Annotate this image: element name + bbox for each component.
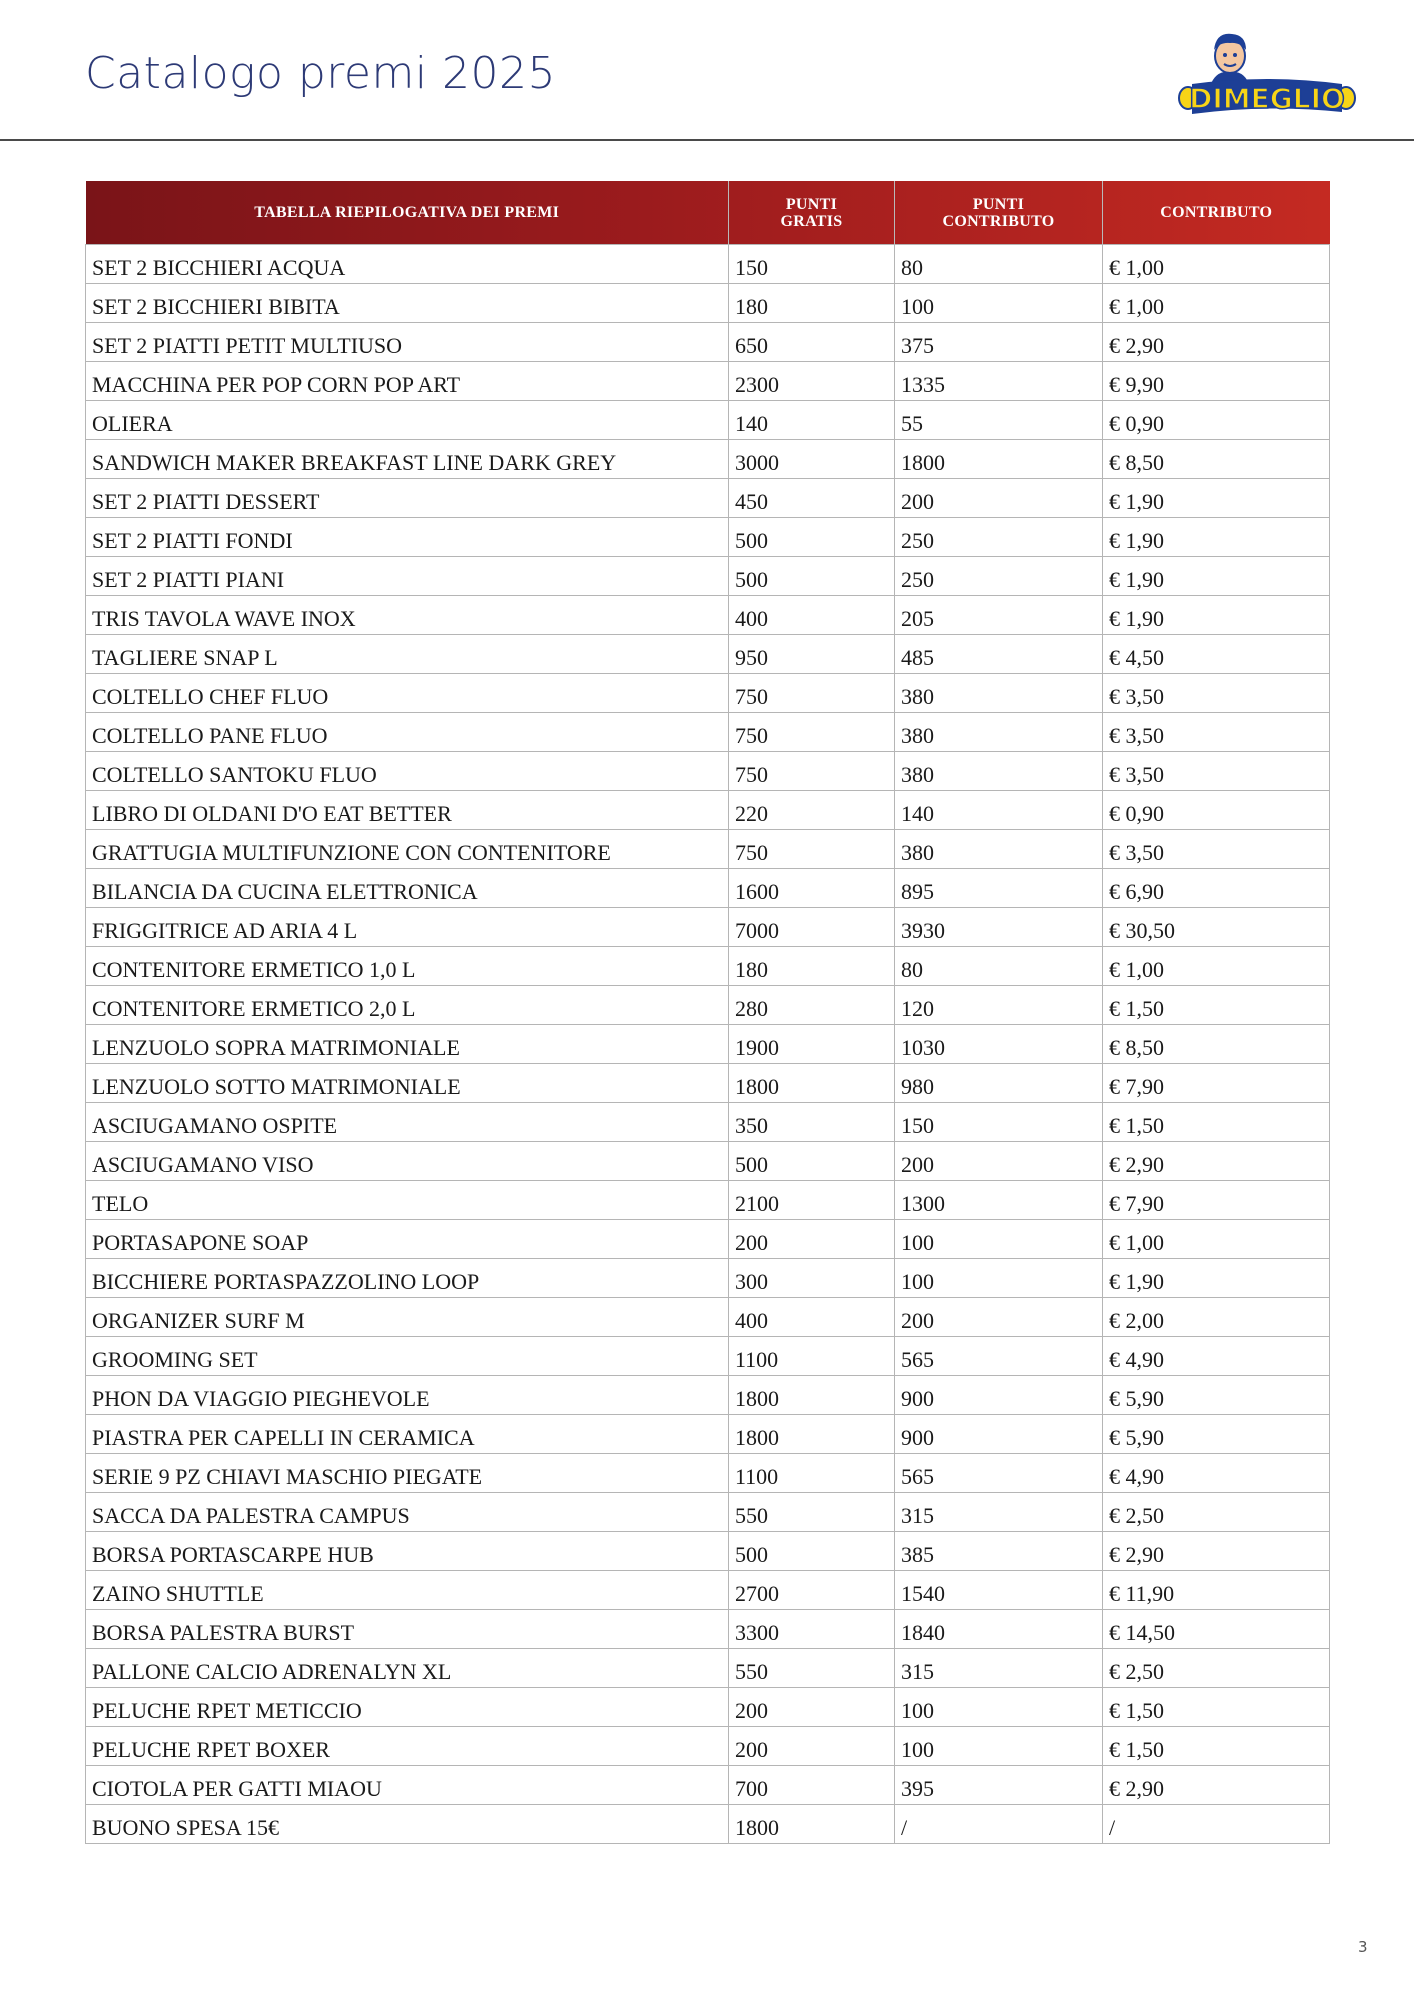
prize-name-cell: COLTELLO PANE FLUO bbox=[86, 713, 729, 752]
table-row bbox=[86, 947, 1330, 986]
free-points-cell: 2300 bbox=[729, 362, 895, 401]
contribution-points-cell: 80 bbox=[895, 245, 1103, 284]
prize-name-cell: TAGLIERE SNAP L bbox=[86, 635, 729, 674]
contribution-points-cell: 200 bbox=[895, 1298, 1103, 1337]
column-header-free-points: PUNTI GRATIS bbox=[729, 181, 895, 245]
free-points-cell: 350 bbox=[729, 1103, 895, 1142]
free-points-cell: 400 bbox=[729, 1298, 895, 1337]
table-row bbox=[86, 1064, 1330, 1103]
free-points-cell: 950 bbox=[729, 635, 895, 674]
free-points-cell: 200 bbox=[729, 1727, 895, 1766]
free-points-cell: 2700 bbox=[729, 1571, 895, 1610]
contribution-cell: € 1,90 bbox=[1103, 557, 1330, 596]
prize-name-cell: PELUCHE RPET METICCIO bbox=[86, 1688, 729, 1727]
prize-name-cell: LENZUOLO SOTTO MATRIMONIALE bbox=[86, 1064, 729, 1103]
table-row bbox=[86, 1337, 1330, 1376]
column-header-contribution: CONTRIBUTO bbox=[1103, 181, 1330, 245]
table-row bbox=[86, 1220, 1330, 1259]
prize-name-cell: LIBRO DI OLDANI D'O EAT BETTER bbox=[86, 791, 729, 830]
free-points-cell: 400 bbox=[729, 596, 895, 635]
prize-name-cell: SET 2 PIATTI PIANI bbox=[86, 557, 729, 596]
prize-name-cell: SANDWICH MAKER BREAKFAST LINE DARK GREY bbox=[86, 440, 729, 479]
contribution-points-cell: 380 bbox=[895, 674, 1103, 713]
free-points-cell: 3300 bbox=[729, 1610, 895, 1649]
contribution-points-cell: 250 bbox=[895, 557, 1103, 596]
table-row bbox=[86, 1766, 1330, 1805]
table-row bbox=[86, 1298, 1330, 1337]
table-row bbox=[86, 674, 1330, 713]
contribution-cell: € 2,90 bbox=[1103, 1766, 1330, 1805]
logo-wordmark: DIMEGLIO bbox=[1189, 82, 1345, 115]
table-row bbox=[86, 401, 1330, 440]
contribution-cell: € 3,50 bbox=[1103, 713, 1330, 752]
prize-name-cell: PALLONE CALCIO ADRENALYN XL bbox=[86, 1649, 729, 1688]
free-points-cell: 1800 bbox=[729, 1805, 895, 1844]
contribution-points-cell: 120 bbox=[895, 986, 1103, 1025]
contribution-points-cell: 100 bbox=[895, 284, 1103, 323]
contribution-cell: € 0,90 bbox=[1103, 401, 1330, 440]
contribution-points-cell: 900 bbox=[895, 1415, 1103, 1454]
contribution-points-cell: 1300 bbox=[895, 1181, 1103, 1220]
prize-name-cell: SET 2 PIATTI PETIT MULTIUSO bbox=[86, 323, 729, 362]
contribution-cell: € 1,90 bbox=[1103, 1259, 1330, 1298]
free-points-cell: 220 bbox=[729, 791, 895, 830]
table-row bbox=[86, 1181, 1330, 1220]
contribution-points-cell: 980 bbox=[895, 1064, 1103, 1103]
contribution-points-cell: 100 bbox=[895, 1259, 1103, 1298]
free-points-cell: 1800 bbox=[729, 1064, 895, 1103]
free-points-cell: 140 bbox=[729, 401, 895, 440]
contribution-cell: € 6,90 bbox=[1103, 869, 1330, 908]
table-row bbox=[86, 713, 1330, 752]
contribution-cell: € 8,50 bbox=[1103, 440, 1330, 479]
contribution-cell: € 1,50 bbox=[1103, 1103, 1330, 1142]
table-row bbox=[86, 1727, 1330, 1766]
free-points-cell: 2100 bbox=[729, 1181, 895, 1220]
contribution-points-cell: 315 bbox=[895, 1649, 1103, 1688]
table-row bbox=[86, 440, 1330, 479]
prize-name-cell: CIOTOLA PER GATTI MIAOU bbox=[86, 1766, 729, 1805]
contribution-points-cell: 140 bbox=[895, 791, 1103, 830]
prize-name-cell: SET 2 BICCHIERI BIBITA bbox=[86, 284, 729, 323]
prize-name-cell: COLTELLO SANTOKU FLUO bbox=[86, 752, 729, 791]
free-points-cell: 500 bbox=[729, 557, 895, 596]
contribution-cell: € 1,00 bbox=[1103, 1220, 1330, 1259]
contribution-cell: € 7,90 bbox=[1103, 1064, 1330, 1103]
contribution-points-cell: 205 bbox=[895, 596, 1103, 635]
prize-name-cell: CONTENITORE ERMETICO 2,0 L bbox=[86, 986, 729, 1025]
contribution-points-cell: 565 bbox=[895, 1454, 1103, 1493]
mascot-icon bbox=[1210, 34, 1250, 86]
contribution-cell: € 2,90 bbox=[1103, 1532, 1330, 1571]
contribution-cell: € 1,00 bbox=[1103, 947, 1330, 986]
contribution-cell: € 1,00 bbox=[1103, 245, 1330, 284]
contribution-points-cell: 900 bbox=[895, 1376, 1103, 1415]
prize-name-cell: GRATTUGIA MULTIFUNZIONE CON CONTENITORE bbox=[86, 830, 729, 869]
contribution-cell: € 9,90 bbox=[1103, 362, 1330, 401]
free-points-cell: 180 bbox=[729, 947, 895, 986]
table-body bbox=[86, 245, 1330, 1844]
table-row bbox=[86, 830, 1330, 869]
table-row bbox=[86, 1259, 1330, 1298]
contribution-points-cell: 150 bbox=[895, 1103, 1103, 1142]
contribution-points-cell: 250 bbox=[895, 518, 1103, 557]
contribution-points-cell: 485 bbox=[895, 635, 1103, 674]
contribution-cell: € 2,90 bbox=[1103, 323, 1330, 362]
prize-name-cell: ZAINO SHUTTLE bbox=[86, 1571, 729, 1610]
contribution-cell: € 4,50 bbox=[1103, 635, 1330, 674]
prize-name-cell: BICCHIERE PORTASPAZZOLINO LOOP bbox=[86, 1259, 729, 1298]
table-row bbox=[86, 596, 1330, 635]
table-row bbox=[86, 245, 1330, 284]
contribution-points-cell: 200 bbox=[895, 479, 1103, 518]
free-points-cell: 450 bbox=[729, 479, 895, 518]
contribution-cell: € 3,50 bbox=[1103, 752, 1330, 791]
free-points-cell: 550 bbox=[729, 1493, 895, 1532]
table-row bbox=[86, 1103, 1330, 1142]
table-header-row bbox=[86, 181, 1330, 245]
prize-name-cell: GROOMING SET bbox=[86, 1337, 729, 1376]
contribution-points-cell: 1335 bbox=[895, 362, 1103, 401]
contribution-points-cell: 100 bbox=[895, 1220, 1103, 1259]
contribution-points-cell: 385 bbox=[895, 1532, 1103, 1571]
free-points-cell: 500 bbox=[729, 518, 895, 557]
free-points-cell: 700 bbox=[729, 1766, 895, 1805]
contribution-points-cell: 380 bbox=[895, 752, 1103, 791]
prize-name-cell: FRIGGITRICE AD ARIA 4 L bbox=[86, 908, 729, 947]
prize-name-cell: OLIERA bbox=[86, 401, 729, 440]
table-row bbox=[86, 1805, 1330, 1844]
contribution-cell: € 2,50 bbox=[1103, 1493, 1330, 1532]
contribution-cell: € 1,50 bbox=[1103, 1727, 1330, 1766]
table-row bbox=[86, 1142, 1330, 1181]
contribution-points-cell: 565 bbox=[895, 1337, 1103, 1376]
free-points-cell: 200 bbox=[729, 1688, 895, 1727]
prize-name-cell: CONTENITORE ERMETICO 1,0 L bbox=[86, 947, 729, 986]
free-points-cell: 750 bbox=[729, 830, 895, 869]
table-row bbox=[86, 635, 1330, 674]
contribution-points-cell: 380 bbox=[895, 830, 1103, 869]
contribution-points-cell: 55 bbox=[895, 401, 1103, 440]
contribution-cell: € 14,50 bbox=[1103, 1610, 1330, 1649]
prize-name-cell: TELO bbox=[86, 1181, 729, 1220]
contribution-points-cell: 100 bbox=[895, 1688, 1103, 1727]
free-points-cell: 150 bbox=[729, 245, 895, 284]
page-number: 3 bbox=[1358, 1938, 1368, 1956]
table-row bbox=[86, 323, 1330, 362]
contribution-cell: € 3,50 bbox=[1103, 674, 1330, 713]
prize-name-cell: LENZUOLO SOPRA MATRIMONIALE bbox=[86, 1025, 729, 1064]
contribution-cell: € 3,50 bbox=[1103, 830, 1330, 869]
prize-name-cell: TRIS TAVOLA WAVE INOX bbox=[86, 596, 729, 635]
prize-name-cell: ASCIUGAMANO VISO bbox=[86, 1142, 729, 1181]
table-row bbox=[86, 284, 1330, 323]
contribution-cell: € 1,50 bbox=[1103, 1688, 1330, 1727]
prize-name-cell: BUONO SPESA 15€ bbox=[86, 1805, 729, 1844]
table-row bbox=[86, 1493, 1330, 1532]
prize-name-cell: SET 2 PIATTI DESSERT bbox=[86, 479, 729, 518]
table-row bbox=[86, 869, 1330, 908]
column-header-prize: TABELLA RIEPILOGATIVA DEI PREMI bbox=[254, 204, 560, 221]
table-row bbox=[86, 1688, 1330, 1727]
prize-name-cell: BORSA PALESTRA BURST bbox=[86, 1610, 729, 1649]
free-points-cell: 750 bbox=[729, 674, 895, 713]
free-points-cell: 750 bbox=[729, 752, 895, 791]
prize-name-cell: SERIE 9 PZ CHIAVI MASCHIO PIEGATE bbox=[86, 1454, 729, 1493]
free-points-cell: 7000 bbox=[729, 908, 895, 947]
table-row bbox=[86, 986, 1330, 1025]
prize-name-cell: MACCHINA PER POP CORN POP ART bbox=[86, 362, 729, 401]
contribution-points-cell: 380 bbox=[895, 713, 1103, 752]
contribution-points-cell: 895 bbox=[895, 869, 1103, 908]
free-points-cell: 1600 bbox=[729, 869, 895, 908]
free-points-cell: 180 bbox=[729, 284, 895, 323]
free-points-cell: 1900 bbox=[729, 1025, 895, 1064]
prize-name-cell: PHON DA VIAGGIO PIEGHEVOLE bbox=[86, 1376, 729, 1415]
contribution-points-cell: 200 bbox=[895, 1142, 1103, 1181]
dimeglio-logo bbox=[1176, 26, 1358, 126]
contribution-cell: € 2,90 bbox=[1103, 1142, 1330, 1181]
table-row bbox=[86, 1454, 1330, 1493]
prize-name-cell: BORSA PORTASCARPE HUB bbox=[86, 1532, 729, 1571]
free-points-cell: 550 bbox=[729, 1649, 895, 1688]
contribution-cell: € 1,50 bbox=[1103, 986, 1330, 1025]
contribution-cell: € 5,90 bbox=[1103, 1415, 1330, 1454]
header-divider bbox=[0, 139, 1414, 141]
contribution-cell: / bbox=[1103, 1805, 1330, 1844]
contribution-cell: € 4,90 bbox=[1103, 1337, 1330, 1376]
free-points-cell: 3000 bbox=[729, 440, 895, 479]
free-points-cell: 1800 bbox=[729, 1415, 895, 1454]
prize-name-cell: ASCIUGAMANO OSPITE bbox=[86, 1103, 729, 1142]
contribution-points-cell: 1840 bbox=[895, 1610, 1103, 1649]
free-points-cell: 500 bbox=[729, 1142, 895, 1181]
contribution-points-cell: 80 bbox=[895, 947, 1103, 986]
free-points-cell: 650 bbox=[729, 323, 895, 362]
contribution-cell: € 1,00 bbox=[1103, 284, 1330, 323]
contribution-cell: € 7,90 bbox=[1103, 1181, 1330, 1220]
free-points-cell: 1800 bbox=[729, 1376, 895, 1415]
table-row bbox=[86, 518, 1330, 557]
prize-name-cell: ORGANIZER SURF M bbox=[86, 1298, 729, 1337]
contribution-points-cell: 315 bbox=[895, 1493, 1103, 1532]
table-row bbox=[86, 1025, 1330, 1064]
contribution-points-cell: 375 bbox=[895, 323, 1103, 362]
prize-name-cell: SET 2 PIATTI FONDI bbox=[86, 518, 729, 557]
free-points-cell: 750 bbox=[729, 713, 895, 752]
contribution-points-cell: 395 bbox=[895, 1766, 1103, 1805]
free-points-cell: 280 bbox=[729, 986, 895, 1025]
table-row bbox=[86, 752, 1330, 791]
free-points-cell: 300 bbox=[729, 1259, 895, 1298]
table-row bbox=[86, 1376, 1330, 1415]
table-row bbox=[86, 557, 1330, 596]
contribution-cell: € 0,90 bbox=[1103, 791, 1330, 830]
contribution-cell: € 1,90 bbox=[1103, 596, 1330, 635]
free-points-cell: 1100 bbox=[729, 1337, 895, 1376]
prize-name-cell: PELUCHE RPET BOXER bbox=[86, 1727, 729, 1766]
contribution-cell: € 4,90 bbox=[1103, 1454, 1330, 1493]
free-points-cell: 1100 bbox=[729, 1454, 895, 1493]
free-points-cell: 200 bbox=[729, 1220, 895, 1259]
contribution-cell: € 1,90 bbox=[1103, 518, 1330, 557]
page-title: Catalogo premi 2025 bbox=[85, 48, 557, 99]
prize-summary-table bbox=[85, 181, 1330, 1844]
contribution-points-cell: 1030 bbox=[895, 1025, 1103, 1064]
contribution-cell: € 1,90 bbox=[1103, 479, 1330, 518]
prize-name-cell: PORTASAPONE SOAP bbox=[86, 1220, 729, 1259]
table-row bbox=[86, 362, 1330, 401]
prize-name-cell: COLTELLO CHEF FLUO bbox=[86, 674, 729, 713]
table-row bbox=[86, 479, 1330, 518]
prize-name-cell: PIASTRA PER CAPELLI IN CERAMICA bbox=[86, 1415, 729, 1454]
contribution-points-cell: 1800 bbox=[895, 440, 1103, 479]
prize-name-cell: SET 2 BICCHIERI ACQUA bbox=[86, 245, 729, 284]
table-row bbox=[86, 1571, 1330, 1610]
contribution-cell: € 30,50 bbox=[1103, 908, 1330, 947]
contribution-cell: € 5,90 bbox=[1103, 1376, 1330, 1415]
contribution-points-cell: 3930 bbox=[895, 908, 1103, 947]
table-row bbox=[86, 1415, 1330, 1454]
contribution-points-cell: 100 bbox=[895, 1727, 1103, 1766]
table-row bbox=[86, 908, 1330, 947]
column-header-contribution-points: PUNTI CONTRIBUTO bbox=[895, 181, 1103, 245]
prize-name-cell: BILANCIA DA CUCINA ELETTRONICA bbox=[86, 869, 729, 908]
contribution-cell: € 8,50 bbox=[1103, 1025, 1330, 1064]
table-row bbox=[86, 1610, 1330, 1649]
contribution-cell: € 2,00 bbox=[1103, 1298, 1330, 1337]
free-points-cell: 500 bbox=[729, 1532, 895, 1571]
prize-name-cell: SACCA DA PALESTRA CAMPUS bbox=[86, 1493, 729, 1532]
contribution-points-cell: / bbox=[895, 1805, 1103, 1844]
contribution-cell: € 11,90 bbox=[1103, 1571, 1330, 1610]
table-row bbox=[86, 1532, 1330, 1571]
table-row bbox=[86, 1649, 1330, 1688]
contribution-points-cell: 1540 bbox=[895, 1571, 1103, 1610]
contribution-cell: € 2,50 bbox=[1103, 1649, 1330, 1688]
table-row bbox=[86, 791, 1330, 830]
